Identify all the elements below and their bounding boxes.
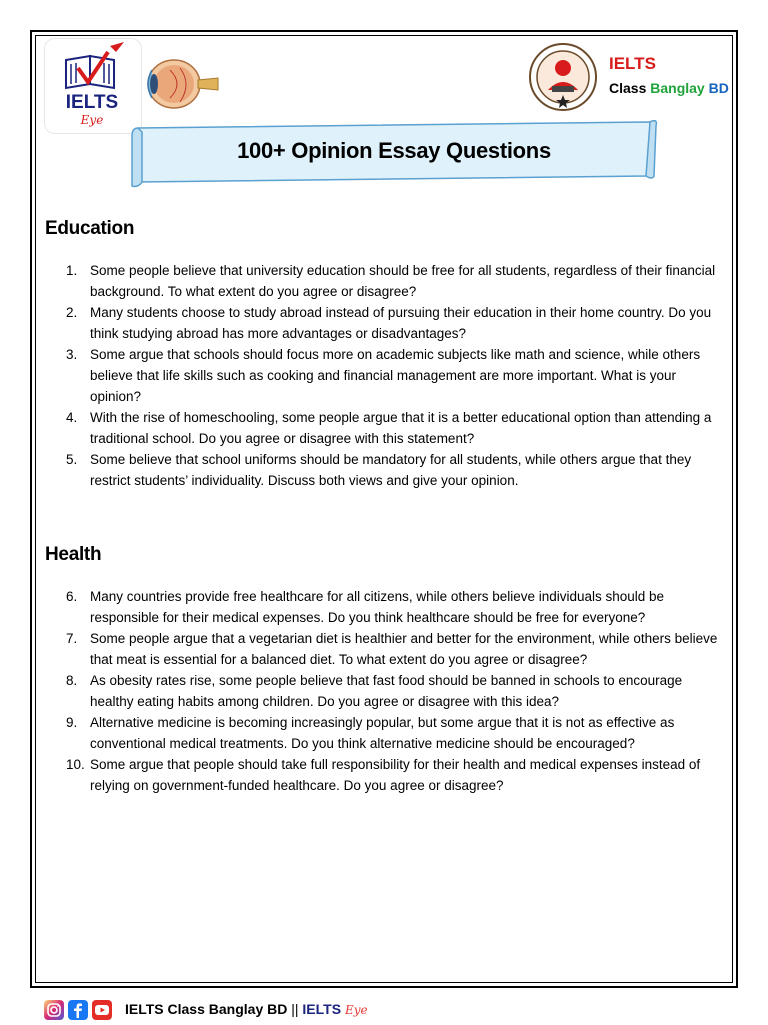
item-text: With the rise of homeschooling, some people argue that it is a better educational option than attending a traditional school. Do you agree or disagree with this statement? [90,410,712,446]
item-text: Many students choose to study abroad instead of pursuing their education in their home country. Do you think studying abroad has more advantages or disadvantages? [90,305,712,341]
list-item [66,712,726,754]
section-heading-education: Education [45,218,135,239]
item-number: 8. [66,673,78,688]
ielts-eye-logo [44,38,142,134]
list-item [66,344,726,407]
item-text: As obesity rates rise, some people believe that fast food should be banned in schools to encourage healthy eating habits among children. Do you agree or disagree with this idea? [90,673,683,709]
footer-eye-script: Eye [344,1003,368,1017]
brand-bd: BD [708,80,729,96]
item-text: Some people argue that a vegetarian diet is healthier and better for the environment, while others believe that meat is essential for a balanced diet. To what extent do you agree or disagree? [90,631,718,667]
item-text: Some argue that people should take full responsibility for their health and medical expenses instead of relying on government-funded healthcare. Do you agree or disagree? [90,757,701,793]
list-item [66,586,726,628]
footer-ielts: IELTS [302,1001,342,1017]
footer-brand-text: IELTS Class Banglay BD [125,1001,288,1017]
item-number: 9. [66,715,78,730]
youtube-icon[interactable] [92,1000,112,1020]
brand-class-line [609,78,729,98]
list-item [66,628,726,670]
eye-anatomy-image [140,58,220,110]
class-banglay-bd-seal [528,42,598,112]
item-text: Some believe that school uniforms should be mandatory for all students, while others argue that they restrict students’ individuality. Discuss both views and give your opinion. [90,452,692,488]
brand-ielts: IELTS [609,54,656,73]
item-number: 10. [66,757,85,772]
footer-caption [125,1001,368,1017]
list-item [66,449,726,491]
list-item [66,302,726,344]
logo-text: IELTS [65,92,119,113]
brand-name [609,54,729,98]
facebook-icon[interactable] [68,1000,88,1020]
item-number: 7. [66,631,78,646]
logo-subtext: Eye [80,113,104,127]
item-number: 2. [66,305,78,320]
brand-banglay: Banglay [650,80,705,96]
health-question-list [66,586,726,796]
list-item [66,670,726,712]
education-question-list [66,260,726,491]
item-number: 5. [66,452,78,467]
footer-separator: || [291,1001,299,1017]
item-number: 3. [66,347,78,362]
item-text: Many countries provide free healthcare for all citizens, while others believe individuals should be responsible for their medical expenses. Do you think healthcare should be free for everyone? [90,589,665,625]
item-number: 1. [66,263,78,278]
item-text: Some people believe that university education should be free for all students, regardless of their financial background. To what extent do you agree or disagree? [90,263,716,299]
brand-class: Class [609,80,647,96]
list-item [66,260,726,302]
item-number: 4. [66,410,78,425]
list-item [66,407,726,449]
instagram-icon[interactable] [44,1000,64,1020]
list-item [66,754,726,796]
page-title: 100+ Opinion Essay Questions [237,138,551,163]
section-heading-health: Health [45,544,102,565]
item-text: Some argue that schools should focus more on academic subjects like math and science, while others believe that life skills such as cooking and financial management are more important. What is your opinion? [90,347,701,404]
item-text: Alternative medicine is becoming increasingly popular, but some argue that it is not as effective as conventional medical treatments. Do you think alternative medicine should be encouraged? [90,715,675,751]
item-number: 6. [66,589,78,604]
